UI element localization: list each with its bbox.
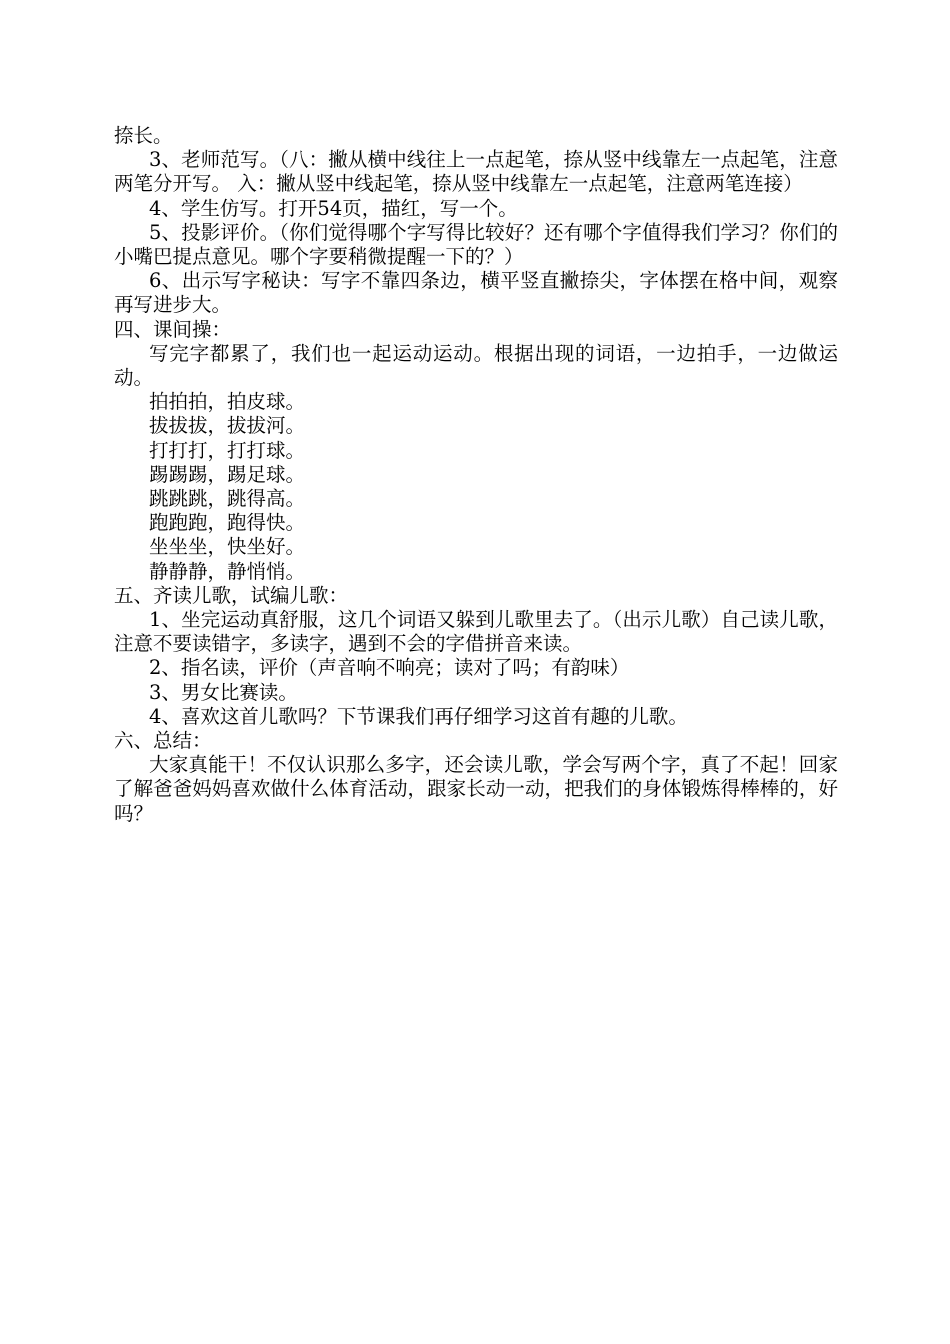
paragraph-step-3: 3、老师范写。（八：撇从横中线往上一点起笔，捺从竖中线靠左一点起笔，注意两笔分开写。 入：撇从竖中线起笔，捺从竖中线靠左一点起笔，注意两笔连接） [114, 148, 838, 196]
rhyme-line-2: 拔拔拔，拔拔河。 [149, 414, 306, 438]
section-heading-6: 六、总结： [114, 729, 212, 753]
section-heading-4: 四、课间操： [114, 317, 232, 341]
paragraph-summary: 大家真能干！不仅认识那么多字，还会读儿歌，学会写两个字，真了不起！回家了解爸爸妈妈喜欢做什么体育活动，跟家长动一动，把我们的身体锻炼得棒棒的，好吗？ [114, 753, 838, 825]
rhyme-line-4: 踢踢踢，踢足球。 [149, 462, 306, 486]
paragraph-song-step-3: 3、男女比赛读。 [149, 680, 298, 704]
rhyme-line-6: 跑跑跑，跑得快。 [149, 511, 306, 535]
rhyme-line-1: 拍拍拍，拍皮球。 [149, 390, 306, 414]
section-heading-5: 五、齐读儿歌，试编儿歌： [114, 583, 349, 607]
paragraph-continuation: 捺长。 [114, 124, 173, 147]
rhyme-line-3: 打打打，打打球。 [149, 438, 306, 462]
paragraph-song-step-2: 2、指名读，评价（声音响不响亮；读对了吗；有韵味） [149, 656, 630, 680]
paragraph-step-5: 5、投影评价。（你们觉得哪个字写得比较好？还有哪个字值得我们学习？你们的小嘴巴提点意见。哪个字要稍微提醒一下的？） [114, 220, 838, 269]
paragraph-step-4: 4、学生仿写。打开54页，描红，写一个。 [149, 196, 518, 220]
paragraph-exercise-intro: 写完字都累了，我们也一起运动运动。根据出现的词语，一边拍手，一边做运动。 [114, 341, 838, 390]
rhyme-line-5: 跳跳跳，跳得高。 [149, 487, 306, 511]
document-body [114, 124, 838, 826]
rhyme-line-8: 静静静，静悄悄。 [149, 559, 306, 583]
paragraph-song-step-1: 1、坐完运动真舒服，这几个词语又躲到儿歌里去了。（出示儿歌）自己读儿歌，注意不要读错字，多读字，遇到不会的字借拼音来读。 [114, 608, 838, 656]
rhyme-line-7: 坐坐坐，快坐好。 [149, 535, 306, 559]
paragraph-step-6: 6、出示写字秘诀：写字不靠四条边，横平竖直撇捺尖，字体摆在格中间，观察再写进步大。 [114, 269, 838, 317]
paragraph-song-step-4: 4、喜欢这首儿歌吗？下节课我们再仔细学习这首有趣的儿歌。 [149, 704, 688, 728]
